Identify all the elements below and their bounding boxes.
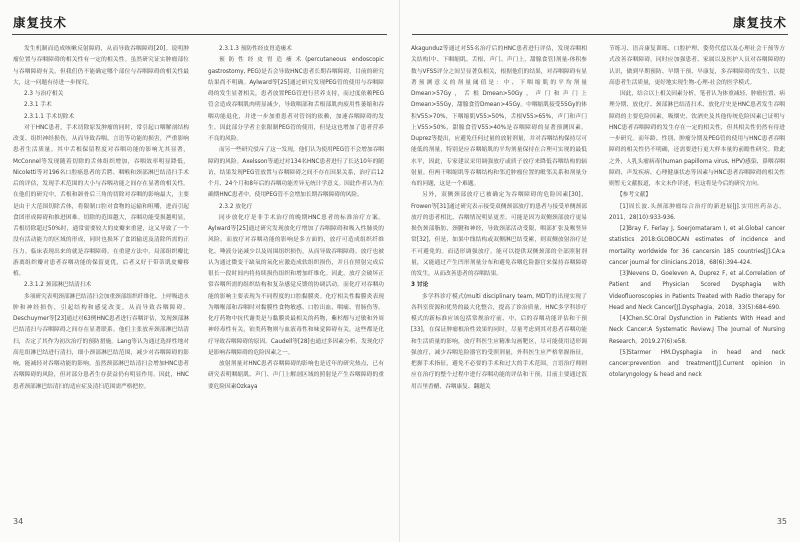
paragraph: 放射剂量对HNC患者吞咽障碍的影响也是近年的研究热点，已有研究表明咽缩肌、声门、声门上解剖区域的照射是产生吞咽障碍的重要危险因素Ozkaya: [208, 361, 384, 390]
paragraph: 同步放化疗是非手术治疗的晚期HNC患者的标准治疗方案。Aylward等[25]通过研究发现放化疗增加了吞咽障碍和吸入性肺炎的风险。而放疗对吞咽功能的影响是多方面的，放疗可造成组织纤维化、唾液分泌减少以及周围组织损伤，从而导致吞咽障碍。放疗也被认为通过微变干缺氧的氧化应激造成软组织损伤，并且在照射完成后很长一段时间内将持续损伤组织和增加纤维化。因此，放疗会破坏正常吞咽所需的组织结构和复杂感觉反馈的协调活动。而化疗对吞咽功能的影响主要表现为不同程度的口腔黏膜炎。化疗相关性黏膜炎表现为咽喉部和吞咽时对黏膜性食物敏感、口腔出血、咽痛、胃肠伤等。化疗药物中抗代谢类是与黏膜炎最相关的药物，紫杉醇与过敏和外周神经毒性有关，铂类药物则与血液毒性和味觉障碍有关，这些都是化疗导致吞咽障碍的原因。Caudell等[28]也通过多因素分析，发现化疗是影响吞咽障碍的危险因素之一。: [208, 214, 384, 356]
left-page-column-1: [13, 44, 189, 506]
page-header: 康复技术: [732, 15, 787, 30]
header-rule: [12, 34, 387, 35]
reference-item: [1]周长波.头颈部肿瘤综合治疗的新进展[J].实用医药杂志，2011，28(10):933-936.: [609, 203, 785, 221]
section-heading: 3 讨论: [411, 282, 429, 289]
paragraph: 而另一些研究驳斥了这一发现，他们认为使用PEG管不会增加吞咽障碍的风险。Axelsson等通过对134名HNC患者进行了长达10年的随访，结果发现PEG管放置与吞咽障碍之间不存在因果关系，治疗后12个月、24个月和8年后的吞咽功能差异无统计学意义。因此作者认为在确期HNC患者中，使用PEG管不会增加长期吞咽障碍的风险。: [208, 147, 384, 199]
left-page-column-2: [208, 44, 384, 506]
page-header: 康复技术: [13, 15, 68, 30]
page-number: 35: [776, 517, 787, 526]
section-heading: 2.3.1.2 颈部淋巴结清扫术: [24, 282, 92, 289]
reference-item: [3]Nevens D, Goeleven A, Duprez F, et al.Correlation of Patient and Physician Scored Dysphagia with Videofluoroscopies in Patients Treated with Radio therapy for Head and Neck Cancer[J].Dysphagia，2018，33(5):684-690.: [609, 271, 785, 311]
paragraph: 对于HNC患者，手术切除原发肿瘤的同时，常引起口咽解剖结构改变、组织神经损伤，从而导致吞咽、言语等功能的损害，严重影响患者生活质量。其中舌根保留程度对吞咽功能的影响尤其显著，McConnel等发现随着切除的舌体组织增加，吞咽效率明显降低，Nicoletti等对196名口腔癌患者的舌腭、咽喉和颈部淋巴结清扫手术后的评估，发现手术范围的大小与吞咽功能之间存在显著的相关性。在他们的研究中，舌根和颌骨后三角的切除对吞咽的影响最大，主要是由于大范围切除舌体，将限制口腔对食物的运输和咀嚼，进而引起食团形成障碍和推进困难。切除的范围越大，吞咽功能受损越明显，舌根切除超过50%时，通常需要较大的皮瓣来重建，这又导致了一个没有活动能力的区域的形成，同时也损坏了食团输送及清除所需的正压力。临床表现出来的就是吞咽障碍。在重建方法中，局部组织瓣比游离组织瓣对患者吞咽功能的保留更优，后者又好于带蒂肌皮瓣移植。: [13, 124, 189, 277]
header-rule: [412, 34, 788, 35]
paragraph: 因此，结合以上相关因素分析，笔者认为体重减轻、肿瘤位置、病理分期、放化疗、颈部淋巴结清扫术、放化疗史是HNC患者发生吞咽障碍的主要危险因素，吸烟史、饮酒史及其他传统危险因素已证明与HNC患者吞咽障碍的发生存在一定的相关性，但其相关性仍然有待进一步研究。而年龄、性别、肿瘤分期及PEG管的使用与HNC患者吞咽障碍的相关性仍不明确，还需要进行更大样本量的前瞻性研究。除此之外，人乳头瘤病毒(human papilloma virus, HPV)感染、鼻咽吞咽障碍、声发疾病、心理健康状态等因素与HNC患者吞咽障碍的相关性则暂无文献报道，本文未作详述，但这将是今后的研究方向。: [609, 91, 785, 187]
paragraph: 发生机制而造成咳嗽反射障碍，从而导致吞咽障碍[20]。说明肿瘤位置与吞咽障碍的相关性有一定的相关性。虽然研究证实肿瘤部位与吞咽障碍有关，但我们仍不能确定哪个部位与吞咽障碍的相关性最大，这一问题有待进一步探究。: [13, 46, 189, 86]
section-heading: 2.3 与治疗相关: [24, 91, 64, 97]
reference-item: [2]Bray F, Ferlay J, Soerjomataram I, et al.Global cancer statistics 2018:GLOBOCAN estimates of incidence and mortality worldwide for 36 cancersin 185 countries[J].CA:a cancer journal for clinicians.2018，68(6):394-424.: [609, 226, 785, 266]
paragraph: 另外，双侧颈部放疗已被确定为吞咽障碍的危险因素[30]，Frowen等[31]通过研究表示接受双侧颈部放疗的患者与接受单侧颈部放疗的患者相比，吞咽情况明显更差。可能是因为双侧颈部放疗更易损伤颈部脂肪、颈腱和神经，导致颈部活动受限，咽部扩张及喉竖异常[32]，但是，如果中线结构或双侧淋巴结受累，则双侧放射治疗是不可避免的。而适形调强放疗，能可以提供双侧颈部的全部照射剂量，又能通过产生凹形剂量分布和避免吞咽危险器官来保持吞咽障碍的发生，从而改善患者的吞咽结果。: [411, 192, 587, 277]
paragraph: 预防性经皮胃造瘘术(percutaneous endoscopic gastrostomy, PEG)是否会导致HNC患者长期吞咽障碍，目前的研究结果尚不明确。Aylward等[25]通过研究发现PEG管的使用与吞咽障碍的发生显著相关，患者放置PEG管进行营养支持，而过度依赖PEG管会造成吞咽肌肉明显减少，导致咽部和舌根部肌肉废用性萎缩和吞咽功能退化，并进一步加重患者对管饲的依赖，加速吞咽障碍的发生。因此部分学者主张限制PEG管的使用，但是这也增加了患者营养不良的风险。: [208, 57, 384, 142]
section-heading: 2.3.1.3 预防性经皮胃造瘘术: [219, 46, 292, 52]
right-page-column-1: [411, 44, 587, 506]
paragraph: Akagunduz等通过对55名治疗后的HNC患者进行评估，发现吞咽相关结构(中、下咽缩肌、舌根、声门、声门上，甜腺食管)剂量-体积参数与VFSS评分之间呈显著负相关，根据他们的结果，对吞咽障碍有显著预测意义的剂量阈值是：中、下咽缩肌的平均剂量Dmean>57Gy，舌根Dmean>50Gy，声门和声门上Dmean>55Gy，甜腺食管Dmean>45Gy。中咽缩肌接受55Gy的体积V55>70%，下咽缩肌V55>50%，舌根V55>65%，声门和声门上V55>50%，甜腺食管V55>40%是吞咽障碍的显著预测因素。Duprez等提出，应避免任何过量的放射剂量，并对吞咽结构保持尽可能低的剂量，特别是应吞咽缩肌的平均剂量保持在合理可实现的最低水平，因此，专家建议采用调强放疗或质子放疗来降低吞咽结构的辐射量。但两干咽缩肌等吞咽结构和邻近肿瘤位置的毗邻关系和剂量分布的问题，这是一个难题。: [411, 46, 587, 187]
references-heading: 【参考文献】: [617, 192, 652, 199]
paragraph: 多学科诊疗模式(multi disciplinary team, MDT)的出现实现了各科室资源和优势的最大化整合，提高了诊治质量，HNC多学科诊疗模式的新标准应该包括常规治疗前、中、后的吞咽功能评估和干预[33]，在保证肿瘤根治性效果的同时，尽量考虑到其对患者吞咽功能和生活质量的影响，放疗科医生应精准勾画靶区，尽可能使用适形调强放疗，减少吞咽危险器官的受照剂量，外科医生应严格掌握指征，把握手术指征，避免不必要的手术和过大的手术范围，言语治疗师则应在治疗的整个过程中进行吞咽功能的评估和干预，目前主要通过饭用百里香醋、吞咽康复、翻题关: [411, 293, 587, 390]
reference-item: [4]Chen.SC.Oral Dysfunction in Patients With Head and Neck Cancer:A Systematic Review.J The Journal of Nursing Research，2019.27(6):e58.: [609, 316, 785, 345]
section-heading: 2.3.1 手术: [24, 102, 52, 109]
right-page-column-2: [609, 44, 785, 506]
section-heading: 2.3.1.1 手术切除术: [24, 113, 75, 120]
reference-item: [5]Starmer HM.Dysphagia in head and neck cancer:prevention and treatment[J].Current opinion in otolaryngology & head and neck: [609, 349, 785, 379]
right-page: [400, 0, 800, 542]
section-heading: 2.3.2 放化疗: [219, 203, 253, 210]
paragraph: 多项研究表明颈部淋巴结清扫会加重颈部组织纤维化、上呼吸道水肿和神经损伤，引起结构和感觉改变，从而导致吞咽障碍。Deschuymer等[23]通过对63例HNC患者进行吞咽评估，发现颈部淋巴结清扫与吞咽障碍之间存在显著联系。他们主张放弃颈部淋巴结清扫，否定了其作为初次治疗的预防措施。Lang等认为通过选择性地对高危组淋巴结进行清扫，细小颈部淋巴结范围，减少对吞咽障碍的影响，能减轻对吞咽功能的影响。虽然颈部淋巴结清扫会增加HNC患者吞咽障碍的风险，但对部分患者生存获益仍有明显作用。因此，HNC患者颈部淋巴结清扫的适应症及清扫范围需严格把控。: [13, 293, 189, 390]
paragraph: 节练习、语音康复训练、口腔护理、姿势代偿以及心理社会干预等方式改善吞咽障碍。同时应加强患者、家属以及医护人员对吞咽障碍的认识，做到早期预防、早期干预、早康复，多吞咽障碍的发生，以提高患者生活质量，更好地实现生物-心理-社会的医学模式。: [609, 46, 785, 86]
page-number: 34: [13, 517, 24, 526]
